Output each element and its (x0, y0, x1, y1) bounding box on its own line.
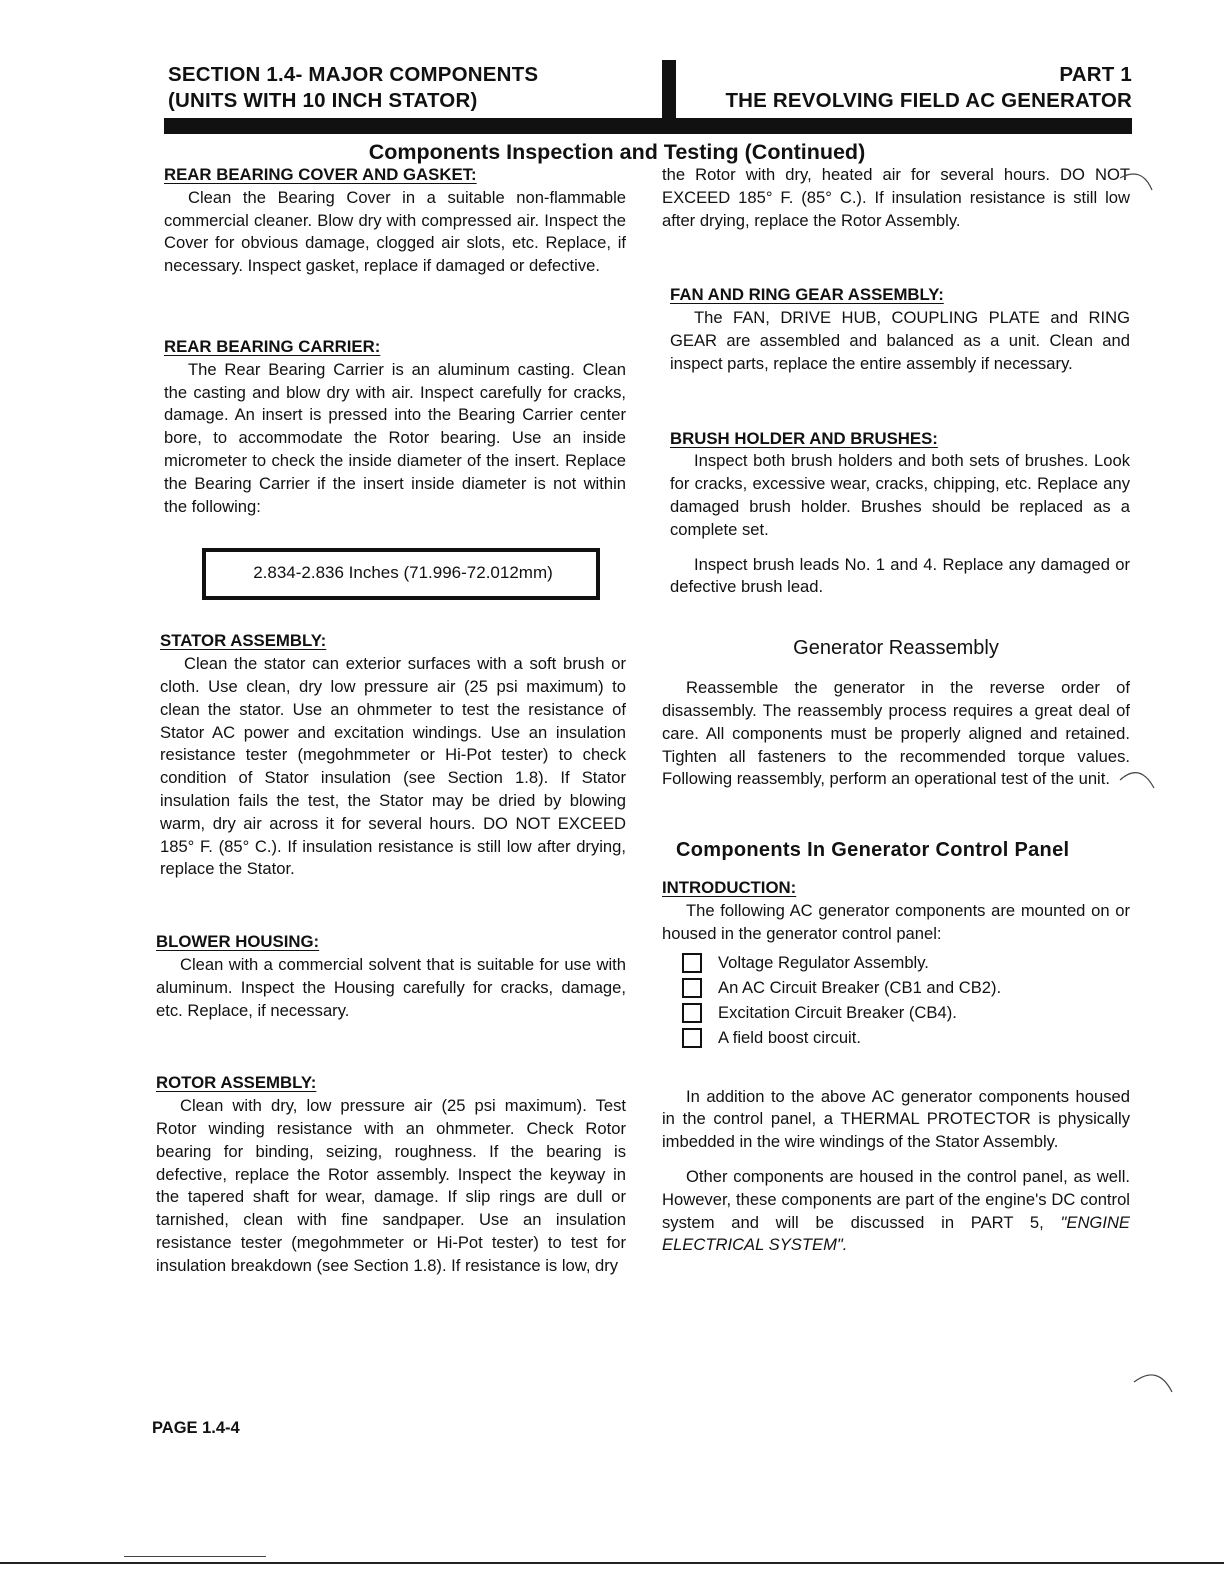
part-title-line1: PART 1 (1059, 63, 1132, 86)
spec-value: 2.834-2.836 Inches (71.996-72.012mm) (253, 563, 553, 583)
thermal-protector-text: In addition to the above AC generator components housed in the control panel, a THERMAL PROTECTOR is physically imbedded in the wire windings of the Stator Assembly. (662, 1086, 1130, 1152)
rear-carrier-text: The Rear Bearing Carrier is an aluminum casting. Clean the casting and blow dry with air. Inspect carefully for cracks, damage. An insert is pressed into the Bearing Carrier center bore, to accommodate the Rotor bearing. Use an inside micrometer to check the inside diameter of the insert. Replace the Bearing Carrier if the insert inside diameter is not within the following: (164, 359, 626, 516)
section-title (168, 62, 538, 114)
introduction-text: The following AC generator components are mounted on or housed in the generator control panel: (662, 900, 1130, 943)
other-components-text: Other components are housed in the control panel, as well. However, these components are part of the engine's DC control system and will be discussed in PART 5, "ENGINE ELECTRICAL SYSTEM". (662, 1166, 1130, 1255)
control-panel-heading: Components In Generator Control Panel (676, 839, 1070, 862)
part5-reference: "ENGINE ELECTRICAL SYSTEM". (662, 1212, 1130, 1255)
checklist-item: An AC Circuit Breaker (CB1 and CB2). (682, 977, 1130, 999)
brush-text-2: Inspect brush leads No. 1 and 4. Replace any damaged or defective brush lead. (670, 554, 1130, 597)
rear-cover-heading: REAR BEARING COVER AND GASKET: (164, 165, 477, 184)
part-title (725, 62, 1132, 114)
fan-text: The FAN, DRIVE HUB, COUPLING PLATE and RING GEAR are assembled and balanced as a unit. Clean and inspect parts, replace the entire assembly if necessary. (670, 308, 1130, 373)
margin-mark-icon (1110, 760, 1160, 810)
section-title-line2: (UNITS WITH 10 INCH STATOR) (168, 89, 478, 112)
margin-mark-icon (1128, 1364, 1178, 1414)
reassembly-heading: Generator Reassembly (793, 637, 999, 660)
rotor-text: Clean with dry, low pressure air (25 psi maximum). Test Rotor winding resistance with an ohmmeter. Check Rotor bearing for binding, seizing, roughness. If the bearing is defective, replace the Rotor assembly. Inspect the keyway in the tapered shaft for wear, damage. If slip rings are dull or tarnished, clean with fine sandpaper. Use an insulation resistance tester (megohmmeter or Hi-Pot tester) to test for insulation breakdown (see Section 1.8). If resistance is low, dry (156, 1096, 626, 1275)
introduction-heading: INTRODUCTION: (662, 878, 797, 898)
blower-text: Clean with a commercial solvent that is suitable for use with aluminum. Inspect the Housing carefully for cracks, damage, etc. Replace, if necessary. (156, 954, 626, 1020)
rear-cover-text: Clean the Bearing Cover in a suitable non-flammable commercial cleaner. Blow dry with compressed air. Inspect the Cover for obvious damage, clogged air slots, etc. Replace, if necessary. Inspect gasket, replace if damaged or defective. (164, 187, 626, 276)
right-column (662, 164, 1130, 1257)
page-title: Components Inspection and Testing (Continued) (368, 140, 866, 164)
brush-heading: BRUSH HOLDER AND BRUSHES: (670, 428, 938, 448)
checklist-item: Excitation Circuit Breaker (CB4). (682, 1002, 1130, 1024)
spec-box (202, 548, 600, 600)
stator-heading: STATOR ASSEMBLY: (160, 631, 327, 651)
checkbox-icon (682, 978, 702, 998)
margin-mark-icon (1110, 160, 1160, 210)
checkbox-icon (682, 1028, 702, 1048)
component-checklist (682, 952, 1130, 1049)
checklist-item: Voltage Regulator Assembly. (682, 952, 1130, 974)
reassembly-text: Reassemble the generator in the reverse order of disassembly. The reassembly process requires a great deal of care. All components must be properly aligned and retained. Tighten all fasteners to the recommended torque values. Following reassembly, perform an operational test of the unit. (662, 678, 1130, 789)
left-column (156, 164, 626, 1277)
blower-heading: BLOWER HOUSING: (156, 932, 320, 952)
checkbox-icon (682, 1003, 702, 1023)
section-title-line1: SECTION 1.4- MAJOR COMPONENTS (168, 63, 539, 86)
page-number: PAGE 1.4-4 (152, 1419, 240, 1437)
footer-rule (0, 1562, 1224, 1564)
footer-short-rule (124, 1556, 266, 1557)
header-rule (164, 118, 1132, 134)
rotor-continued-text: the Rotor with dry, heated air for several hours. DO NOT EXCEED 185° F. (85° C.). If insulation resistance is still low after drying, replace the Rotor Assembly. (662, 165, 1130, 230)
rear-carrier-heading: REAR BEARING CARRIER: (164, 336, 381, 356)
rotor-heading: ROTOR ASSEMBLY: (156, 1073, 317, 1093)
checkbox-icon (682, 953, 702, 973)
stator-text: Clean the stator can exterior surfaces with a soft brush or cloth. Use clean, dry low pressure air (25 psi maximum) to clean the stator. Use an ohmmeter to test the resistance of Stator AC power and excitation windings. Use an insulation resistance tester (megohmmeter or Hi-Pot tester) to check condition of Stator insulation (see Section 1.8). If Stator insulation fails the test, the Stator may be dried by blowing warm, dry air across it for several hours. DO NOT EXCEED 185° F. (85° C.). If insulation resistance is still low after drying, replace the Stator. (160, 654, 626, 879)
brush-text-1: Inspect both brush holders and both sets of brushes. Look for cracks, excessive wear, cracks, chipping, etc. Replace any damaged brush holder. Brushes should be replaced as a complete set. (670, 451, 1130, 539)
part-title-line2: THE REVOLVING FIELD AC GENERATOR (725, 89, 1132, 112)
checklist-item: A field boost circuit. (682, 1027, 1130, 1049)
fan-heading: FAN AND RING GEAR ASSEMBLY: (670, 285, 944, 305)
